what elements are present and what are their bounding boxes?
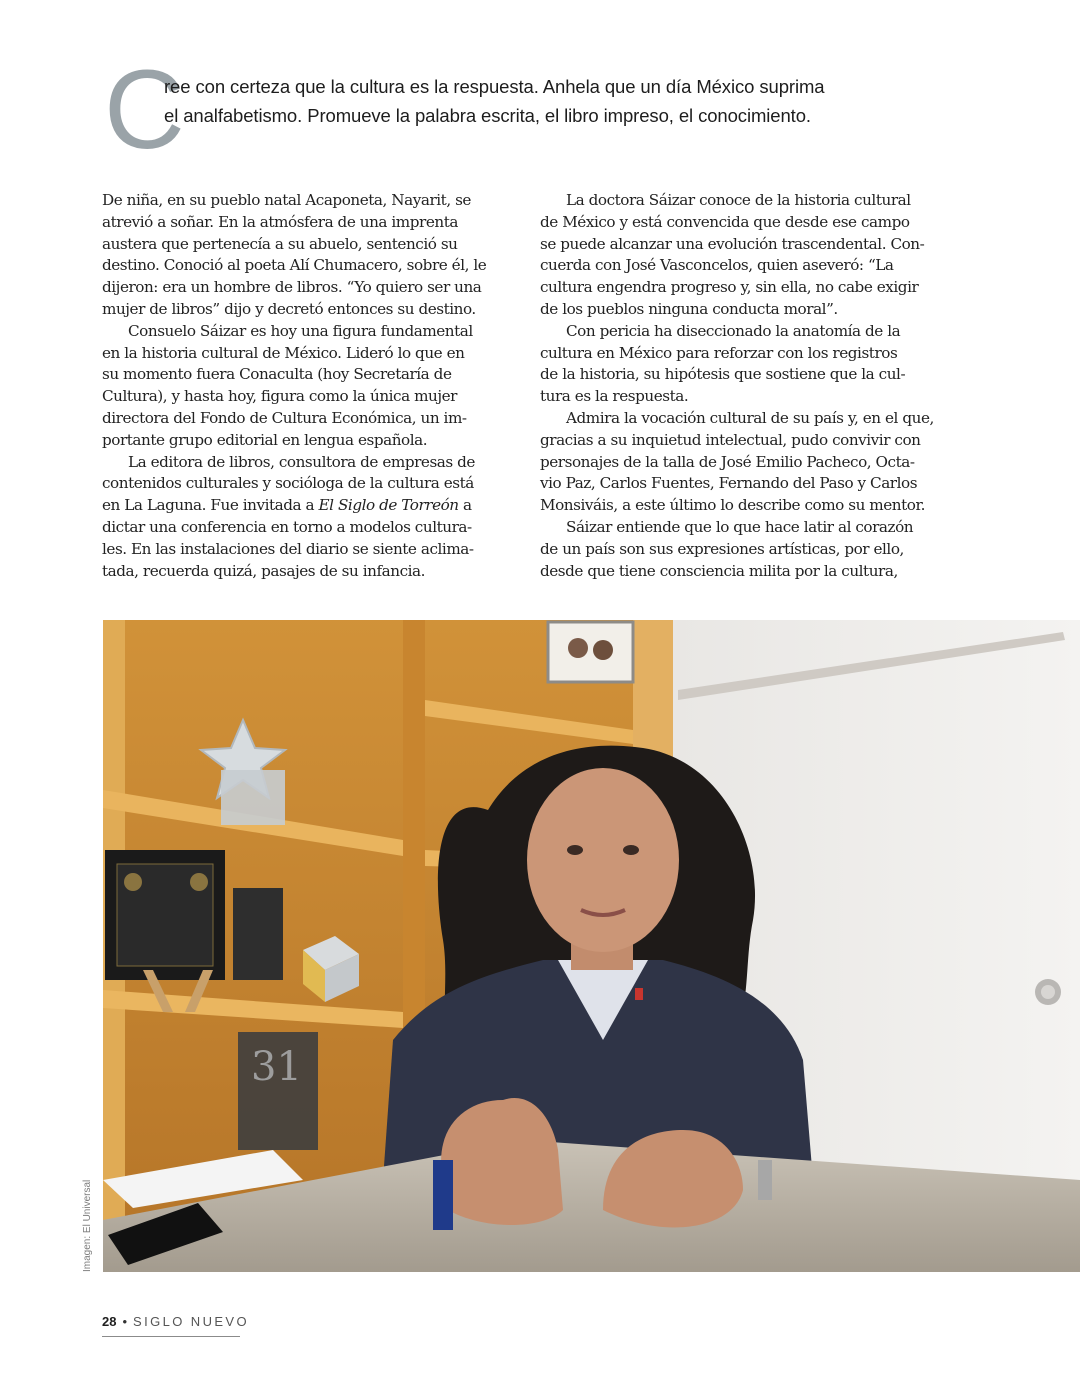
body-line: contenidos culturales y socióloga de la cultura está <box>102 474 474 493</box>
body-line: de un país son sus expresiones artísticas, por ello, <box>540 539 904 558</box>
body-line: de los pueblos ninguna conducta moral”. <box>540 299 838 318</box>
body-text: a <box>458 496 472 515</box>
body-line: Consuelo Sáizar es hoy una figura fundamental <box>128 321 473 340</box>
body-line: gracias a su inquietud intelectual, pudo convivir con <box>540 430 921 449</box>
newspaper-title: El Siglo de Torreón <box>318 496 459 515</box>
body-line: cultura engendra progreso y, sin ella, no cabe exigir <box>540 278 919 297</box>
body-line: cuerda con José Vasconcelos, quien aseveró: “La <box>540 256 894 275</box>
body-line: atrevió a soñar. En la atmósfera de una imprenta <box>102 212 458 231</box>
body-line: destino. Conoció al poeta Alí Chumacero, sobre él, le <box>102 256 487 275</box>
footer-rule <box>102 1336 240 1337</box>
body-column-left <box>102 190 500 582</box>
svg-text:31: 31 <box>251 1044 302 1090</box>
body-line: Sáizar entiende que lo que hace latir al corazón <box>566 517 914 536</box>
magazine-name: SIGLO NUEVO <box>133 1314 250 1329</box>
article-photo <box>103 620 1080 1272</box>
body-line: directora del Fondo de Cultura Económica, un im- <box>102 408 467 427</box>
body-line: dijeron: era un hombre de libros. “Yo quiero ser una <box>102 278 482 297</box>
body-line: Monsiváis, a este último lo describe como su mentor. <box>540 496 925 515</box>
body-line: mujer de libros” dijo y decretó entonces su destino. <box>102 299 476 318</box>
lead-line-1: ree con certeza que la cultura es la respuesta. Anhela que un día México suprima <box>164 76 825 97</box>
body-line: De niña, en su pueblo natal Acaponeta, Nayarit, se <box>102 191 471 209</box>
photo-credit: Imagen: El Universal <box>82 1179 93 1272</box>
body-line: vio Paz, Carlos Fuentes, Fernando del Paso y Carlos <box>540 474 918 493</box>
body-text: en La Laguna. Fue invitada a <box>102 496 315 515</box>
body-line: en la historia cultural de México. Lideró lo que en <box>102 343 465 362</box>
drop-cap: C <box>104 47 185 172</box>
body-line: de México y está convencida que desde ese campo <box>540 212 910 231</box>
body-line: se puede alcanzar una evolución trascendental. Con- <box>540 234 925 253</box>
body-line: de la historia, su hipótesis que sostiene que la cul- <box>540 365 906 384</box>
body-line-with-title <box>102 495 500 517</box>
body-line: Cultura), y hasta hoy, figura como la única mujer <box>102 387 457 406</box>
lead-paragraph <box>104 47 844 172</box>
body-line: tada, recuerda quizá, pasajes de su infancia. <box>102 561 426 580</box>
body-line: Admira la vocación cultural de su país y, en el que, <box>566 408 934 427</box>
body-line: austera que pertenecía a su abuelo, sentenció su <box>102 234 458 253</box>
body-line: personajes de la talla de José Emilio Pacheco, Octa- <box>540 452 915 471</box>
body-line: La editora de libros, consultora de empresas de <box>128 452 475 471</box>
body-line: dictar una conferencia en torno a modelos cultura- <box>102 517 472 536</box>
body-line: cultura en México para reforzar con los registros <box>540 343 898 362</box>
body-line: La doctora Sáizar conoce de la historia cultural <box>566 191 911 209</box>
page-number: 28 <box>102 1314 117 1329</box>
body-line: Con pericia ha diseccionado la anatomía de la <box>566 321 901 340</box>
lead-line-2: el analfabetismo. Promueve la palabra escrita, el libro impreso, el conocimiento. <box>164 105 811 126</box>
body-line: su momento fuera Conaculta (hoy Secretaría de <box>102 365 452 384</box>
footer-separator: • <box>122 1314 128 1329</box>
body-column-right <box>540 190 938 582</box>
body-line: tura es la respuesta. <box>540 387 689 406</box>
body-line: desde que tiene consciencia milita por la cultura, <box>540 561 898 580</box>
page-footer <box>102 1314 249 1329</box>
body-line: portante grupo editorial en lengua española. <box>102 430 428 449</box>
portrait-illustration <box>103 620 1080 1272</box>
body-line: les. En las instalaciones del diario se siente aclima- <box>102 539 474 558</box>
